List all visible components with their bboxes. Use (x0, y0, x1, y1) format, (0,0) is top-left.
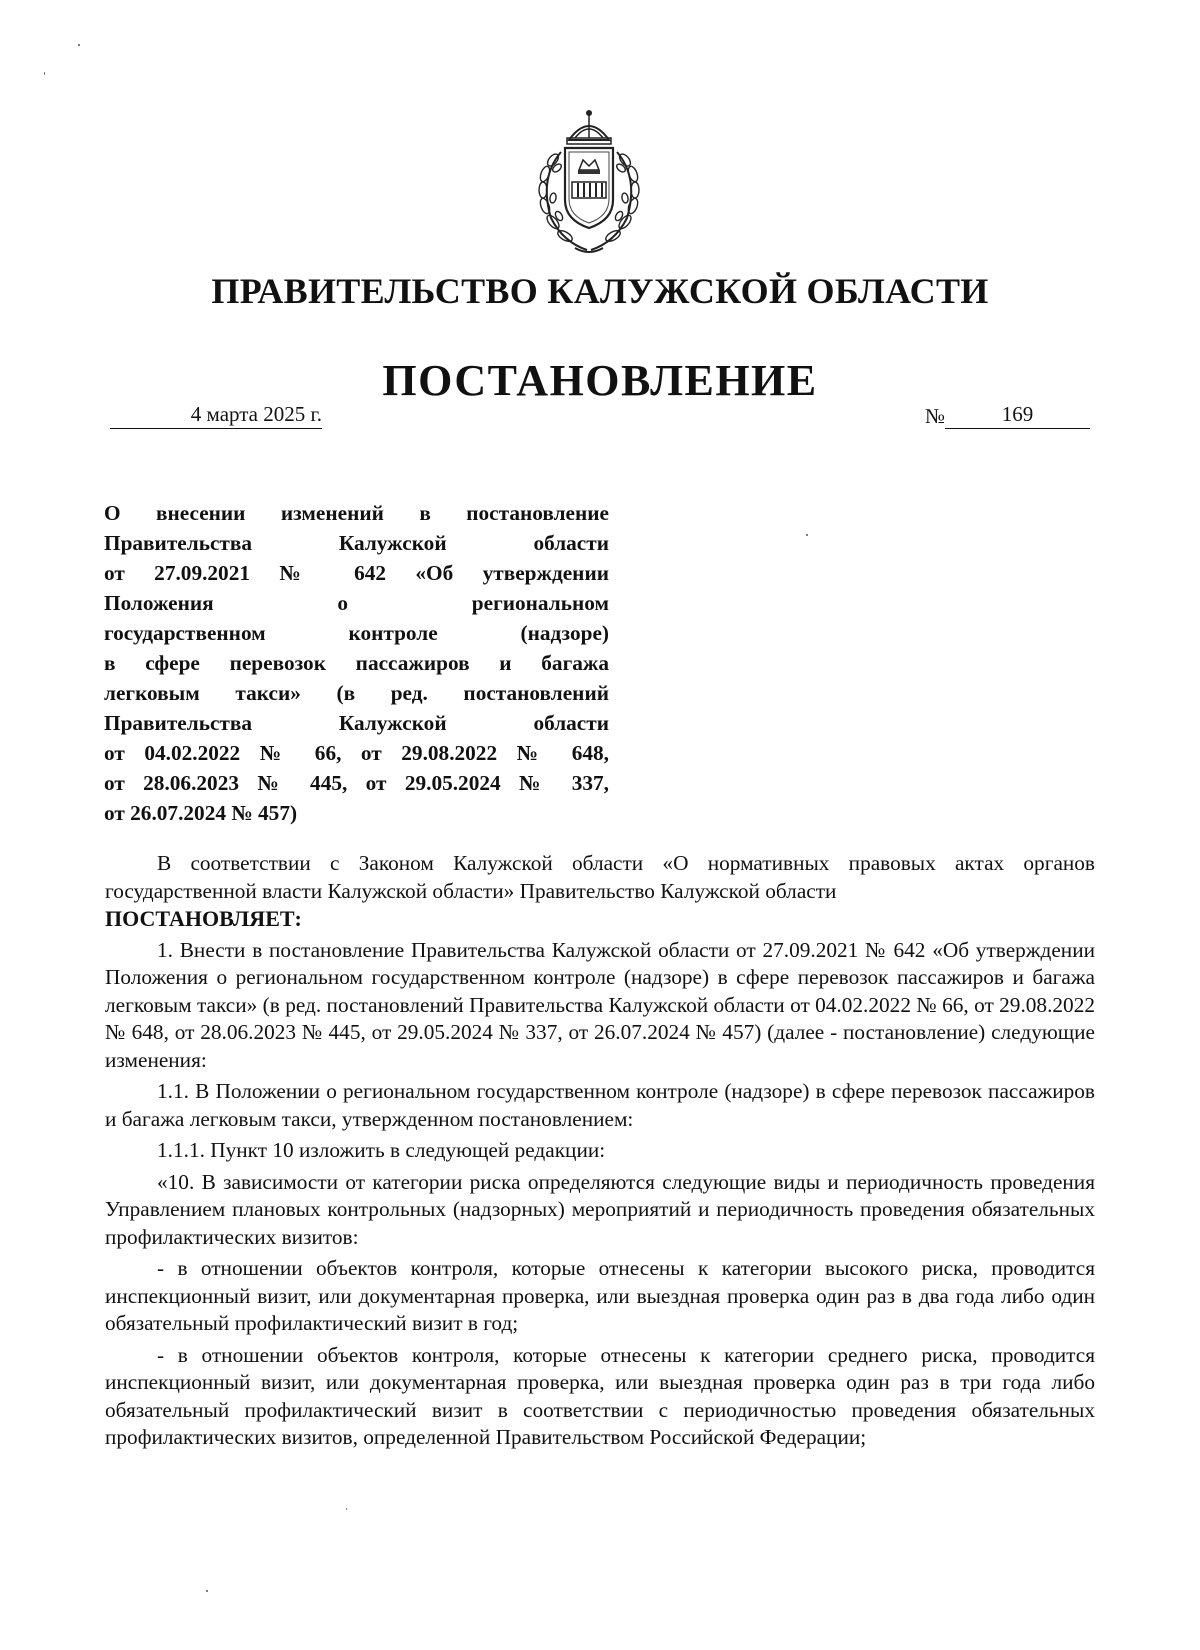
document-subject (104, 498, 609, 828)
document-type-heading: ПОСТАНОВЛЕНИЕ (382, 356, 818, 405)
number-label: № (925, 404, 946, 428)
subject-line: от 04.02.2022 № 66, от 29.08.2022 № 648, (104, 741, 609, 765)
body-paragraph: 1. Внести в постановление Правительства Калужской области от 27.09.2021 № 642 «Об утверждении Положения о региональном государственном контроле (надзоре) в сфере перевозок пассажиров и багажа легковым такси» (в ред. постановлений Правительства Калужской области от 04.02.2022 № 66, от 29.08.2022 № 648, от 28.06.2023 № 445, от 29.05.2024 № 337, от 26.07.2024 № 457) (далее - постановление) следующие изменения: (105, 937, 1095, 1072)
scan-speck (78, 44, 80, 46)
subject-line: государственном контроле (надзоре) (104, 621, 609, 645)
document-date: 4 марта 2025 г. (110, 402, 322, 429)
subject-line: от 26.07.2024 № 457) (104, 801, 298, 825)
scan-speck (806, 534, 808, 536)
body-paragraph: - в отношении объектов контроля, которые отнесены к категории высокого риска, проводится инспекционный визит, или документарная проверка, или выездная проверка один раз в два года либо один обязательный профилактический визит в год; (105, 1256, 1095, 1335)
body-paragraph: - в отношении объектов контроля, которые отнесены к категории среднего риска, проводится инспекционный визит, или документарная проверка, или выездная проверка один раз в три года либо обязательный профилактический визит в соответствии с периодичностью проведения обязательных профилактических визитов, определенной Правительством Российской Федерации; (105, 1342, 1095, 1449)
body-paragraph: 1.1. В Положении о региональном государственном контроле (надзоре) в сфере перевозок пассажиров и багажа легковым такси, утвержденном постановлением: (105, 1079, 1095, 1131)
document-number-field (925, 402, 1090, 429)
subject-line: от 27.09.2021 № 642 «Об утверждении (104, 561, 609, 585)
body-paragraph: 1.1.1. Пункт 10 изложить в следующей редакции: (157, 1138, 606, 1162)
subject-line: О внесении изменений в постановление (104, 501, 609, 525)
document-body (105, 850, 1095, 1452)
body-paragraph: «10. В зависимости от категории риска определяются следующие виды и периодичность проведения Управлением плановых контрольных (надзорных) мероприятий и периодичность проведения обязательных профилактических визитов: (105, 1169, 1095, 1249)
subject-line: в сфере перевозок пассажиров и багажа (104, 651, 609, 675)
subject-line: Положения о региональном (104, 591, 609, 615)
decree-word: ПОСТАНОВЛЯЕТ: (105, 906, 302, 931)
subject-line: Правительства Калужской области (104, 531, 609, 555)
intro-text: В соответствии с Законом Калужской области «О нормативных правовых актах органов государственной власти Калужской области» Правительство Калужской области (105, 851, 1095, 903)
intro-paragraph (105, 850, 1095, 933)
organization-title: ПРАВИТЕЛЬСТВО КАЛУЖСКОЙ ОБЛАСТИ (211, 271, 989, 311)
subject-line: Правительства Калужской области (104, 711, 609, 735)
scan-speck (206, 1590, 208, 1592)
subject-line: легковым такси» (в ред. постановлений (104, 681, 609, 705)
scan-speck (346, 1508, 347, 1510)
scan-speck (44, 72, 45, 75)
document-number: 169 (945, 402, 1090, 429)
subject-line: от 28.06.2023 № 445, от 29.05.2024 № 337, (104, 771, 609, 795)
coat-of-arms-emblem (525, 108, 653, 258)
